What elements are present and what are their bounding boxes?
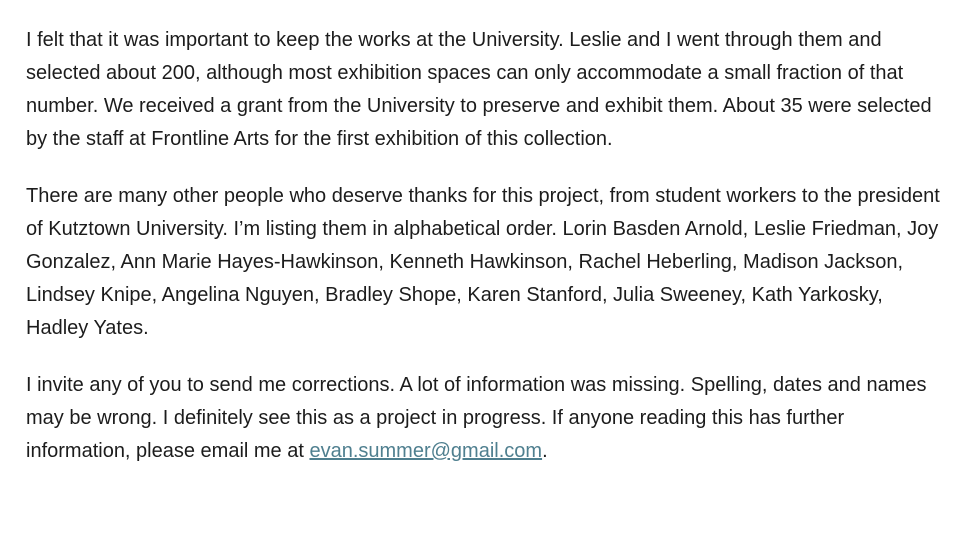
paragraph-collection-history: I felt that it was important to keep the works at the University. Leslie and I went through them and selected about 200, although most exhibition spaces can only accommodate a small fraction of that number. We received a grant from the University to preserve and exhibit them. About 35 were selected by the staff at Frontline Arts for the first exhibition of this collection. (26, 29, 932, 150)
corrections-text: I invite any of you to send me corrections. A lot of information was missing. Spelling, dates and names may be wrong. I definitely see this as a project in progress. If anyone reading this has further information, please email me at (26, 374, 927, 462)
paragraph-acknowledgements: There are many other people who deserve thanks for this project, from student workers to the president of Kutztown University. I’m listing them in alphabetical order. Lorin Basden Arnold, Leslie Friedman, Joy Gonzalez, Ann Marie Hayes-Hawkinson, Kenneth Hawkinson, Rachel Heberling, Madison Jackson, Lindsey Knipe, Angelina Nguyen, Bradley Shope, Karen Stanford, Julia Sweeney, Kath Yarkosky, Hadley Yates. (26, 185, 940, 339)
closing-period: . (542, 440, 548, 462)
email-link[interactable]: evan.summer@gmail.com (309, 440, 543, 462)
paragraph-corrections-request (26, 369, 950, 468)
